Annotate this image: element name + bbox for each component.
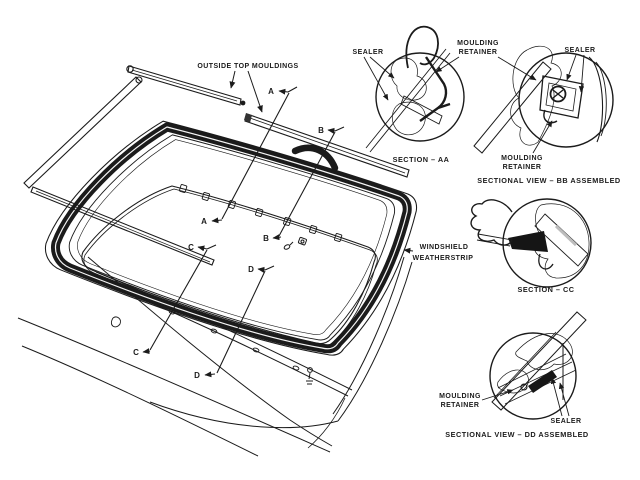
- label-sealer-dd: SEALER: [550, 418, 582, 425]
- section-marker-b-bottom: B: [263, 234, 269, 243]
- section-marker-a-bottom: A: [201, 217, 207, 226]
- label-retainer-top-line1: MOULDING: [457, 40, 499, 47]
- section-marker-c-bottom: C: [133, 348, 139, 357]
- label-outside-top-mouldings: OUTSIDE TOP MOULDINGS: [197, 63, 299, 70]
- caption-section-aa: SECTION – AA: [392, 155, 450, 164]
- label-windshield-line1: WINDSHIELD: [419, 244, 469, 251]
- section-marker-a-top: A: [268, 87, 274, 96]
- caption-sectional-view-dd: SECTIONAL VIEW – DD ASSEMBLED: [445, 430, 589, 439]
- label-retainer-dd-line2: RETAINER: [440, 402, 480, 409]
- label-retainer-dd-line1: MOULDING: [439, 393, 481, 400]
- label-retainer-bb-line2: RETAINER: [502, 164, 542, 171]
- section-marker-d-top: D: [248, 265, 254, 274]
- label-retainer-top-line2: RETAINER: [458, 49, 498, 56]
- caption-section-cc: SECTION – CC: [517, 285, 575, 294]
- section-marker-b-top: B: [318, 126, 324, 135]
- caption-sectional-view-bb: SECTIONAL VIEW – BB ASSEMBLED: [477, 176, 621, 185]
- section-marker-c-top: C: [188, 243, 194, 252]
- label-retainer-bb-line1: MOULDING: [501, 155, 543, 162]
- label-sealer-aa: SEALER: [352, 49, 384, 56]
- label-sealer-bb: SEALER: [564, 47, 596, 54]
- section-marker-d-bottom: D: [194, 371, 200, 380]
- label-windshield-line2: WEATHERSTRIP: [412, 255, 474, 262]
